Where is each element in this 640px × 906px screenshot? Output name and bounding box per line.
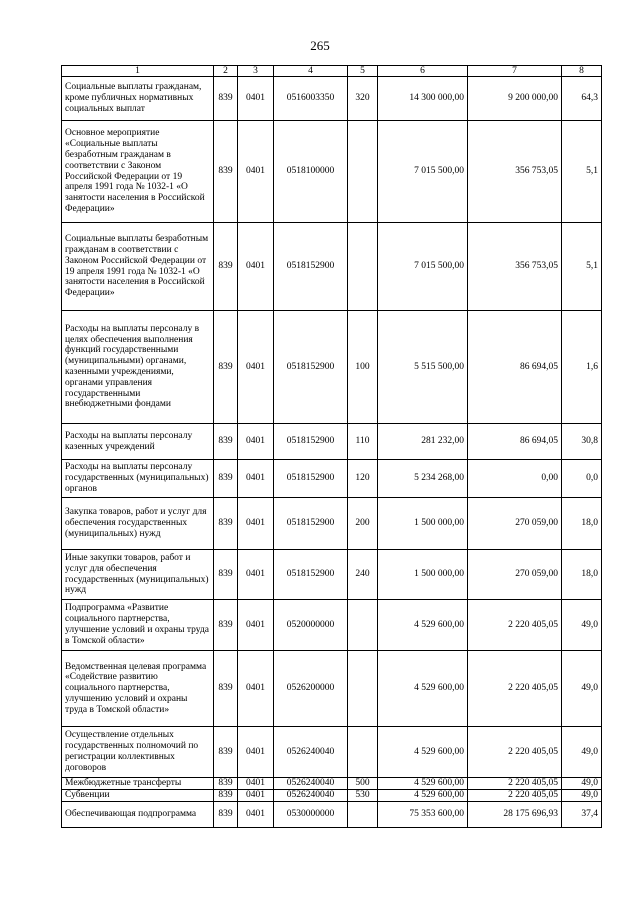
executed-amount-cell: 2 220 405,05 [468,778,562,790]
table-row [62,460,602,498]
header-row [62,66,602,77]
section-code-cell: 0401 [238,600,274,651]
target-article-cell: 0518152900 [274,424,348,460]
section-code-cell: 0401 [238,460,274,498]
executed-amount-cell: 270 059,00 [468,498,562,550]
expense-type-cell: 530 [348,790,378,802]
percent-cell: 30,8 [562,424,602,460]
expense-type-cell: 110 [348,424,378,460]
expense-type-cell [348,802,378,828]
executed-amount-cell: 356 753,05 [468,223,562,311]
ministry-code-cell: 839 [214,778,238,790]
section-code-cell: 0401 [238,223,274,311]
expense-type-cell [348,727,378,778]
percent-cell: 0,0 [562,460,602,498]
header-cell-col2: 2 [214,66,238,77]
expense-type-cell: 100 [348,311,378,424]
table-row [62,727,602,778]
expense-type-cell: 320 [348,77,378,121]
planned-amount-cell: 1 500 000,00 [378,498,468,550]
ministry-code-cell: 839 [214,121,238,223]
percent-cell: 49,0 [562,778,602,790]
percent-cell: 49,0 [562,727,602,778]
ministry-code-cell: 839 [214,600,238,651]
section-code-cell: 0401 [238,77,274,121]
ministry-code-cell: 839 [214,498,238,550]
planned-amount-cell: 4 529 600,00 [378,778,468,790]
header-cell-col8: 8 [562,66,602,77]
row-name-cell: Подпрограмма «Развитие социального партнерства, улучшение условий и охраны труда в Томской области» [62,600,214,651]
target-article-cell: 0518152900 [274,223,348,311]
table-row [62,121,602,223]
target-article-cell: 0526200000 [274,651,348,727]
ministry-code-cell: 839 [214,550,238,600]
ministry-code-cell: 839 [214,223,238,311]
ministry-code-cell: 839 [214,77,238,121]
table-row [62,802,602,828]
section-code-cell: 0401 [238,651,274,727]
row-name-cell: Расходы на выплаты персоналу в целях обеспечения выполнения функций государственными (муниципальными) органами, казенными учреждениями, органами управления государственными внебюджетными фондами [62,311,214,424]
target-article-cell: 0518152900 [274,498,348,550]
target-article-cell: 0518152900 [274,311,348,424]
planned-amount-cell: 4 529 600,00 [378,600,468,651]
table-row [62,651,602,727]
ministry-code-cell: 839 [214,311,238,424]
percent-cell: 5,1 [562,121,602,223]
section-code-cell: 0401 [238,802,274,828]
header-cell-col1: 1 [62,66,214,77]
ministry-code-cell: 839 [214,651,238,727]
target-article-cell: 0530000000 [274,802,348,828]
header-cell-col5: 5 [348,66,378,77]
table-row [62,311,602,424]
target-article-cell: 0516003350 [274,77,348,121]
section-code-cell: 0401 [238,424,274,460]
section-code-cell: 0401 [238,778,274,790]
percent-cell: 1,6 [562,311,602,424]
section-code-cell: 0401 [238,790,274,802]
ministry-code-cell: 839 [214,802,238,828]
header-cell-col3: 3 [238,66,274,77]
planned-amount-cell: 4 529 600,00 [378,651,468,727]
table-row [62,600,602,651]
planned-amount-cell: 4 529 600,00 [378,727,468,778]
planned-amount-cell: 75 353 600,00 [378,802,468,828]
percent-cell: 18,0 [562,498,602,550]
planned-amount-cell: 7 015 500,00 [378,121,468,223]
planned-amount-cell: 5 234 268,00 [378,460,468,498]
expense-type-cell: 240 [348,550,378,600]
expense-type-cell [348,600,378,651]
section-code-cell: 0401 [238,727,274,778]
executed-amount-cell: 86 694,05 [468,311,562,424]
header-cell-col6: 6 [378,66,468,77]
budget-table [61,65,602,828]
executed-amount-cell: 2 220 405,05 [468,600,562,651]
row-name-cell: Закупка товаров, работ и услуг для обеспечения государственных (муниципальных) нужд [62,498,214,550]
table-row [62,223,602,311]
percent-cell: 49,0 [562,600,602,651]
section-code-cell: 0401 [238,550,274,600]
percent-cell: 18,0 [562,550,602,600]
table-row [62,77,602,121]
header-cell-col4: 4 [274,66,348,77]
ministry-code-cell: 839 [214,790,238,802]
target-article-cell: 0520000000 [274,600,348,651]
target-article-cell: 0526240040 [274,778,348,790]
row-name-cell: Межбюджетные трансферты [62,778,214,790]
page-number: 265 [310,38,330,53]
executed-amount-cell: 86 694,05 [468,424,562,460]
row-name-cell: Социальные выплаты безработным гражданам в соответствии с Законом Российской Федерации от 19 апреля 1991 года № 1032-1 «О занятости населения в Российской Федерации» [62,223,214,311]
target-article-cell: 0518152900 [274,550,348,600]
expense-type-cell: 500 [348,778,378,790]
executed-amount-cell: 270 059,00 [468,550,562,600]
row-name-cell: Расходы на выплаты персоналу государственных (муниципальных) органов [62,460,214,498]
ministry-code-cell: 839 [214,460,238,498]
percent-cell: 64,3 [562,77,602,121]
executed-amount-cell: 28 175 696,93 [468,802,562,828]
target-article-cell: 0518100000 [274,121,348,223]
executed-amount-cell: 356 753,05 [468,121,562,223]
section-code-cell: 0401 [238,121,274,223]
row-name-cell: Социальные выплаты гражданам, кроме публичных нормативных социальных выплат [62,77,214,121]
planned-amount-cell: 7 015 500,00 [378,223,468,311]
row-name-cell: Ведомственная целевая программа «Содействие развитию социального партнерства, улучшению условий и охраны труда в Томской области» [62,651,214,727]
row-name-cell: Основное мероприятие «Социальные выплаты безработным гражданам в соответствии с Законом Российской Федерации от 19 апреля 1991 года № 1032-1 «О занятости населения в Российской Федерации» [62,121,214,223]
expense-type-cell: 200 [348,498,378,550]
executed-amount-cell: 2 220 405,05 [468,727,562,778]
table-row [62,790,602,802]
planned-amount-cell: 281 232,00 [378,424,468,460]
percent-cell: 49,0 [562,651,602,727]
ministry-code-cell: 839 [214,424,238,460]
executed-amount-cell: 9 200 000,00 [468,77,562,121]
target-article-cell: 0518152900 [274,460,348,498]
executed-amount-cell: 2 220 405,05 [468,790,562,802]
ministry-code-cell: 839 [214,727,238,778]
expense-type-cell [348,651,378,727]
header-cell-col7: 7 [468,66,562,77]
planned-amount-cell: 14 300 000,00 [378,77,468,121]
table-row [62,498,602,550]
percent-cell: 5,1 [562,223,602,311]
expense-type-cell [348,223,378,311]
row-name-cell: Иные закупки товаров, работ и услуг для обеспечения государственных (муниципальных) нужд [62,550,214,600]
row-name-cell: Обеспечивающая подпрограмма [62,802,214,828]
expense-type-cell [348,121,378,223]
percent-cell: 37,4 [562,802,602,828]
planned-amount-cell: 5 515 500,00 [378,311,468,424]
section-code-cell: 0401 [238,311,274,424]
executed-amount-cell: 2 220 405,05 [468,651,562,727]
target-article-cell: 0526240040 [274,790,348,802]
row-name-cell: Осуществление отдельных государственных полномочий по регистрации коллективных договоров [62,727,214,778]
row-name-cell: Субвенции [62,790,214,802]
table-row [62,424,602,460]
planned-amount-cell: 4 529 600,00 [378,790,468,802]
executed-amount-cell: 0,00 [468,460,562,498]
table-row [62,550,602,600]
planned-amount-cell: 1 500 000,00 [378,550,468,600]
expense-type-cell: 120 [348,460,378,498]
row-name-cell: Расходы на выплаты персоналу казенных учреждений [62,424,214,460]
target-article-cell: 0526240040 [274,727,348,778]
table-row [62,778,602,790]
percent-cell: 49,0 [562,790,602,802]
section-code-cell: 0401 [238,498,274,550]
